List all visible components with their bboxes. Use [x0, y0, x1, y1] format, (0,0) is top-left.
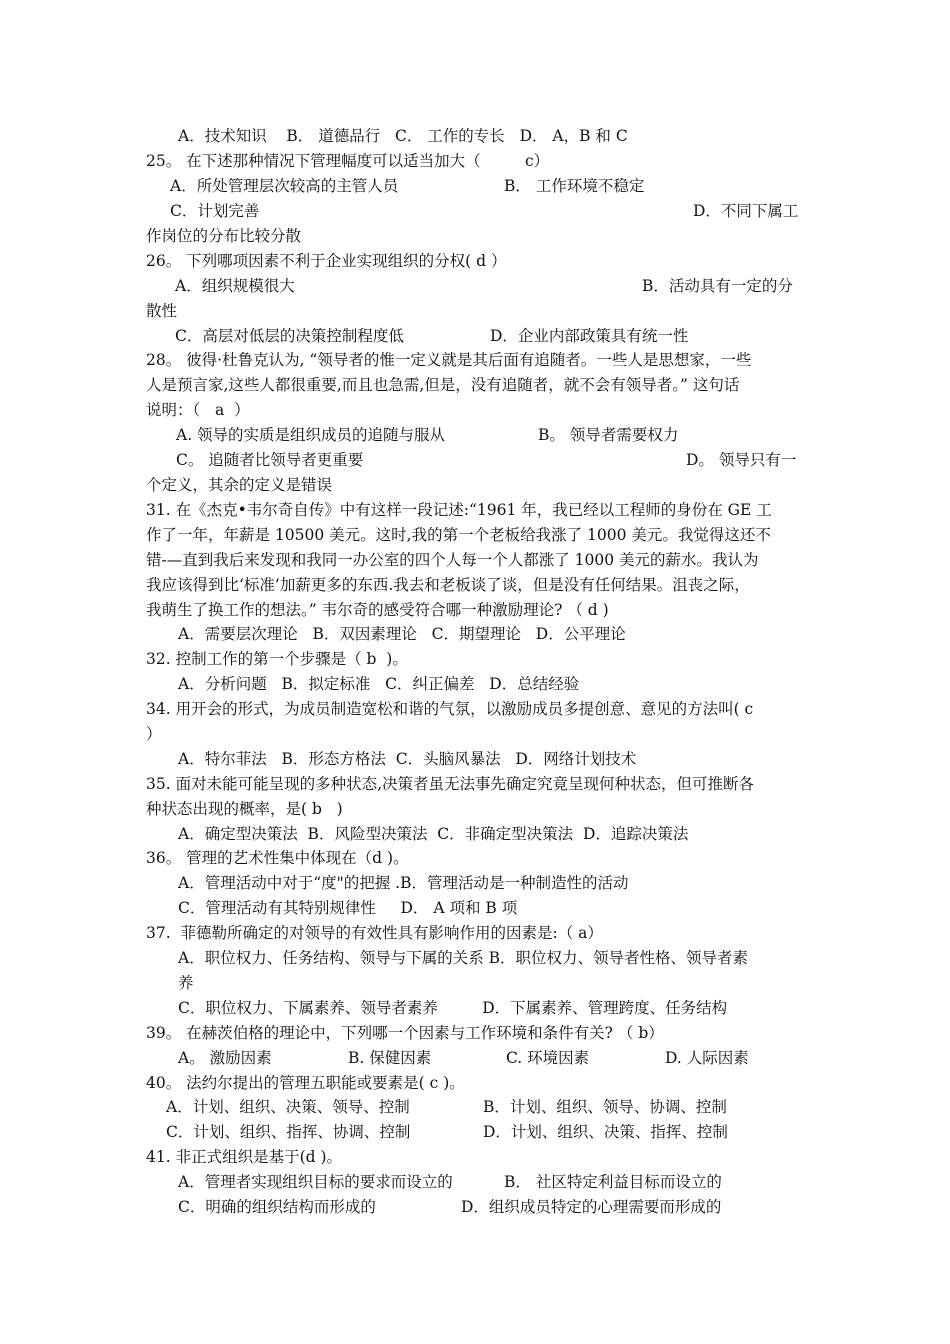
- q28-option-d-cont: 个定义，其余的定义是错误: [146, 476, 333, 494]
- q31-question-line3: 错-—直到我后来发现和我同一办公室的四个人每一个人都涨了 1000 美元的薪水。我认为: [146, 551, 759, 569]
- q25-option-c: C．计划完善: [170, 202, 260, 220]
- q39-option-a: A。 激励因素: [178, 1049, 272, 1067]
- q32-options: A．分析问题 B．拟定标准 C．纠正偏差 D．总结经验: [178, 675, 580, 693]
- q25-option-b: B． 工作环境不稳定: [504, 177, 645, 195]
- q34-options: A．特尔菲法 B．形态方格法 C．头脑风暴法 D．网络计划技术: [178, 750, 637, 768]
- q39-option-d: D. 人际因素: [665, 1049, 749, 1067]
- q31-question-line2: 作了一年，年薪是 10500 美元。这时,我的第一个老板给我涨了 1000 美元。我觉得这还不: [146, 526, 771, 544]
- q39-question: 39。 在赫茨伯格的理论中，下列哪一个因素与工作环境和条件有关? （ b）: [146, 1024, 664, 1042]
- q25-option-a: A．所处管理层次较高的主管人员: [170, 177, 399, 195]
- q28-option-a: A. 领导的实质是组织成员的追随与服从: [176, 426, 446, 444]
- q28-question-line1: 28。 彼得·杜鲁克认为, “领导者的惟一定义就是其后面有追随者。一些人是思想家，一些: [146, 351, 752, 369]
- q32-question: 32. 控制工作的第一个步骤是（ b )。: [146, 650, 408, 668]
- q40-question: 40。 法约尔提出的管理五职能或要素是( c )。: [146, 1074, 465, 1092]
- q26-option-c: C．高层对低层的决策控制程度低: [175, 327, 404, 345]
- q35-question-line1: 35. 面对未能可能呈现的多种状态,决策者虽无法事先确定究竟呈现何种状态，但可推断各: [146, 775, 755, 793]
- q28-question-line3: 说明：（ a ）: [146, 401, 250, 419]
- q26-question: 26。 下列哪项因素不利于企业实现组织的分权( d ）: [146, 252, 507, 270]
- q31-question-line5: 我萌生了换工作的想法。” 韦尔奇的感受符合哪一种激励理论? （ d ): [146, 601, 609, 619]
- q26-option-b: B．活动具有一定的分: [642, 277, 793, 295]
- q26-option-d: D．企业内部政策具有统一性: [490, 327, 689, 345]
- q41-option-c: C．明确的组织结构而形成的: [178, 1198, 376, 1216]
- q36-question: 36。 管理的艺术性集中体现在（d )。: [146, 849, 409, 867]
- q31-question-line4: 我应该得到比‘标准’加薪更多的东西.我去和老板谈了谈，但是没有任何结果。沮丧之际，: [146, 576, 750, 594]
- q28-option-d: D。 领导只有一: [686, 451, 797, 469]
- q41-question: 41. 非正式组织是基于(d )。: [146, 1148, 343, 1166]
- q40-option-b: B．计划、组织、领导、协调、控制: [483, 1098, 727, 1116]
- q25-option-d: D．不同下属工: [693, 202, 799, 220]
- q35-options: A．确定型决策法 B．风险型决策法 C．非确定型决策法 D．追踪决策法: [178, 825, 689, 843]
- q37-options-ab-cont: 养: [178, 974, 194, 992]
- q35-question-line2: 种状态出现的概率，是( b ): [146, 800, 343, 818]
- q40-option-c: C．计划、组织、指挥、协调、控制: [166, 1123, 411, 1141]
- q26-option-a: A．组织规模很大: [175, 277, 295, 295]
- q41-option-d: D．组织成员特定的心理需要而形成的: [461, 1198, 722, 1216]
- q26-option-b-cont: 散性: [146, 302, 178, 320]
- q39-option-c: C. 环境因素: [506, 1049, 590, 1067]
- q36-options-ab: A．管理活动中对于“度"的把握 .B．管理活动是一种制造性的活动: [178, 874, 629, 892]
- q36-options-cd: C．管理活动有其特别规律性 D． A 项和 B 项: [178, 899, 518, 917]
- q34-question-line2: ）: [146, 725, 162, 743]
- q31-question-line1: 31. 在《杰克•韦尔奇自传》中有这样一段记述:“1961 年，我已经以工程师的身份在 GE 工: [146, 501, 772, 519]
- q40-option-d: D．计划、组织、决策、指挥、控制: [483, 1123, 728, 1141]
- q28-option-c: C。 追随者比领导者更重要: [176, 451, 364, 469]
- q37-options-cd: C．职位权力、下属素养、领导者素养 D．下属素养、管理跨度、任务结构: [178, 999, 728, 1017]
- q24-options: A．技术知识 B． 道德品行 C． 工作的专长 D． A，B 和 C: [178, 127, 628, 145]
- q34-question-line1: 34. 用开会的形式，为成员制造宽松和谐的气氛，以激励成员多提创意、意见的方法叫( c: [146, 700, 754, 718]
- q28-option-b: B。 领导者需要权力: [538, 426, 679, 444]
- q25-option-d-cont: 作岗位的分布比较分散: [146, 227, 302, 245]
- q37-options-ab: A．职位权力、任务结构、领导与下属的关系 B．职位权力、领导者性格、领导者素: [178, 949, 749, 967]
- q39-option-b: B. 保健因素: [348, 1049, 432, 1067]
- q25-question: 25。 在下述那种情况下管理幅度可以适当加大（ c）: [146, 152, 550, 170]
- q40-option-a: A．计划、组织、决策、领导、控制: [166, 1098, 410, 1116]
- q41-option-b: B． 社区特定利益目标而设立的: [504, 1173, 722, 1191]
- q37-question: 37. 菲德勒所确定的对领导的有效性具有影响作用的因素是:（ a）: [146, 924, 603, 942]
- q31-options: A．需要层次理论 B．双因素理论 C．期望理论 D．公平理论: [178, 625, 626, 643]
- q41-option-a: A．管理者实现组织目标的要求而设立的: [178, 1173, 453, 1191]
- q28-question-line2: 人是预言家,这些人都很重要,而且也急需,但是，没有追随者，就不会有领导者。” 这句话: [146, 376, 740, 394]
